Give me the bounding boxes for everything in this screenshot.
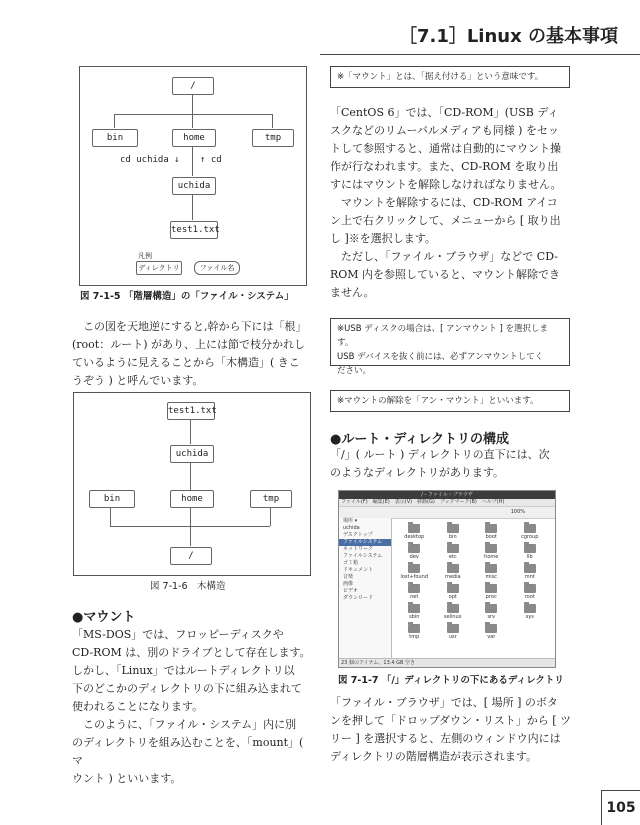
tree-node-root: / [170, 547, 212, 565]
folder-item[interactable] [434, 603, 473, 623]
node-file: test1.txt [170, 221, 218, 239]
tree-node-tmp: tmp [250, 490, 292, 508]
folder-label: media [444, 574, 461, 580]
note-unmount-term: ※マウントの解除を「アン・マウント」といいます。 [330, 390, 570, 412]
folder-icon [485, 584, 497, 593]
folder-item[interactable] [434, 583, 473, 603]
left-paragraph-tree: この図を天地逆にすると,幹から下には「根」 (root：ルート) があり、上には節で枝分かれし ているように見えることから「木構造」( きこ うぞう ) と呼んでいます。 [72, 320, 307, 387]
folder-item[interactable] [395, 563, 434, 583]
fm-sidebar: 場所 ▾ uchida デスクトップ ファイルシステム ネットワーク ファイルシステム ゴミ箱 ドキュメント 音楽 画像 ビデオ ダウンロード [339, 518, 392, 659]
folder-icon [485, 564, 497, 573]
folder-item[interactable] [472, 563, 511, 583]
folder-label: var [487, 634, 496, 640]
mount-paragraph: 「MS-DOS」では、フロッピーディスクや CD-ROM は、別のドライブとして存在します。 しかし、「Linux」ではルートディレクトリ以 下のどこかのディレクトリの下に組み込まれて 使われることになります。 このように、「ファイル・システム」内に別 のディレクトリを組み込むことを、「mount」( マ ウント ) といいます。 [72, 628, 311, 785]
folder-label: srv [487, 614, 496, 620]
note-usb-unmount: ※USB ディスクの場合は、[ アンマウント ] を選択します。 USB デバイスを抜く前には、必ずアンマウントしてく ださい。 [330, 318, 570, 366]
note-mount-meaning: ※「マウント」とは、「据え付ける」という意味です。 [330, 66, 570, 88]
legend-title: 凡例 [138, 252, 152, 260]
node-home: home [172, 129, 216, 147]
folder-item[interactable] [472, 543, 511, 563]
page-number: 105 [601, 790, 640, 825]
fm-folder-grid [395, 523, 549, 657]
node-root: / [172, 77, 214, 95]
folder-icon [447, 564, 459, 573]
folder-label: bin [448, 534, 457, 540]
folder-item[interactable] [511, 603, 550, 623]
folder-icon [524, 544, 536, 553]
folder-label: opt [448, 594, 457, 600]
folder-icon [447, 544, 459, 553]
folder-item[interactable] [472, 523, 511, 543]
folder-icon [524, 604, 536, 613]
folder-icon [408, 544, 420, 553]
figure-hierarchy [79, 66, 307, 286]
folder-label: tmp [409, 634, 420, 640]
folder-icon [408, 624, 420, 633]
fm-statusbar: 23 個のアイテム、13.4 GB 空き [339, 658, 555, 667]
folder-label: misc [485, 574, 498, 580]
folder-label: usr [448, 634, 457, 640]
folder-item[interactable] [395, 583, 434, 603]
node-bin: bin [92, 129, 138, 147]
tree-node-file: test1.txt [167, 402, 215, 420]
fm-title: / - ファイル・ブラウザ [339, 491, 555, 499]
right-paragraph-browser: 「ファイル・ブラウザ」では、[ 場所 ] のボタ ンを押して「ドロップダウン・リスト」から [ ツ リー ] を選択すると、左側のウィンドウ内には ディレクトリの階層構造が表示されます。 [330, 696, 572, 763]
folder-item[interactable] [434, 523, 473, 543]
folder-label: root [524, 594, 535, 600]
right-paragraph-cdrom: 「CentOS 6」では、「CD-ROM」(USB ディ スクなどのリムーバルメディアも同様 ) をセッ トして参照すると、通常は自動的にマウント操 作が行なわれます。また、CD-ROM を取り出 すにはマウントを解除しなければなりません。 マウントを解除するには、CD-ROM アイコ ン上で右クリックして、メニューから [ 取り出 し ]※を選択します。 ただし、「ファイル・ブラウザ」などで CD- ROM 内を参照していると、マウント解除でき ません。 [330, 106, 562, 299]
folder-label: mnt [524, 574, 535, 580]
folder-item[interactable] [395, 523, 434, 543]
cd-up-label: ↑ cd [200, 155, 222, 165]
folder-label: desktop [404, 534, 425, 540]
folder-label: lib [526, 554, 533, 560]
folder-icon [447, 524, 459, 533]
folder-icon [408, 564, 420, 573]
folder-label: sys [525, 614, 534, 620]
legend-directory: ディレクトリ [136, 261, 182, 275]
legend-filename: ファイル名 [194, 261, 240, 275]
folder-icon [408, 524, 420, 533]
header-rule [320, 54, 640, 55]
tree-node-home: home [170, 490, 214, 508]
folder-item[interactable] [395, 623, 434, 643]
folder-label: lost+found [400, 574, 429, 580]
folder-item[interactable] [395, 543, 434, 563]
root-directory-paragraph: 「/」( ルート ) ディレクトリの直下には、次 のようなディレクトリがあります。 [330, 448, 550, 479]
chapter-header: ［7.1］Linux の基本事項 [398, 26, 618, 47]
folder-icon [447, 624, 459, 633]
folder-item[interactable] [511, 543, 550, 563]
node-uchida: uchida [172, 177, 216, 195]
folder-item[interactable] [511, 523, 550, 543]
cd-down-label: cd uchida ↓ [120, 155, 180, 165]
folder-icon [485, 524, 497, 533]
folder-icon [524, 524, 536, 533]
mount-heading: ●マウント [72, 610, 136, 625]
folder-icon [485, 604, 497, 613]
folder-item[interactable] [511, 583, 550, 603]
folder-label: home [484, 554, 499, 560]
folder-icon [408, 604, 420, 613]
folder-item[interactable] [472, 583, 511, 603]
folder-label: sbin [409, 614, 420, 620]
folder-item[interactable] [395, 603, 434, 623]
figure-caption-7-1-6: 図 7-1-6 木構造 [150, 581, 226, 592]
tree-node-bin: bin [89, 490, 135, 508]
root-directory-heading: ●ルート・ディレクトリの構成 [330, 432, 510, 447]
folder-label: boot [485, 534, 497, 540]
folder-label: cgroup [521, 534, 539, 540]
folder-icon [524, 564, 536, 573]
node-tmp: tmp [252, 129, 294, 147]
folder-item[interactable] [434, 563, 473, 583]
folder-icon [485, 544, 497, 553]
folder-item[interactable] [434, 543, 473, 563]
figure-caption-7-1-7: 図 7-1-7 「/」ディレクトリの下にあるディレクトリ [338, 675, 564, 686]
figure-caption-7-1-5: 図 7-1-5 「階層構造」の「ファイル・システム」 [80, 291, 294, 302]
folder-label: dev [409, 554, 419, 560]
folder-item[interactable] [472, 623, 511, 643]
folder-icon [447, 604, 459, 613]
folder-label: proc [485, 594, 497, 600]
folder-item[interactable] [511, 563, 550, 583]
folder-icon [408, 584, 420, 593]
file-browser-screenshot [338, 490, 556, 668]
folder-label: net [410, 594, 419, 600]
fm-zoom: 100% [510, 509, 525, 515]
folder-label: etc [448, 554, 457, 560]
folder-icon [485, 624, 497, 633]
folder-item[interactable] [472, 603, 511, 623]
folder-label: selinux [443, 614, 462, 620]
fm-menubar: ファイル(F) 編集(E) 表示(V) 移動(G) ブックマーク(B) ヘルプ(H) [339, 499, 555, 507]
folder-item[interactable] [434, 623, 473, 643]
folder-icon [447, 584, 459, 593]
tree-node-uchida: uchida [170, 445, 214, 463]
folder-icon [524, 584, 536, 593]
